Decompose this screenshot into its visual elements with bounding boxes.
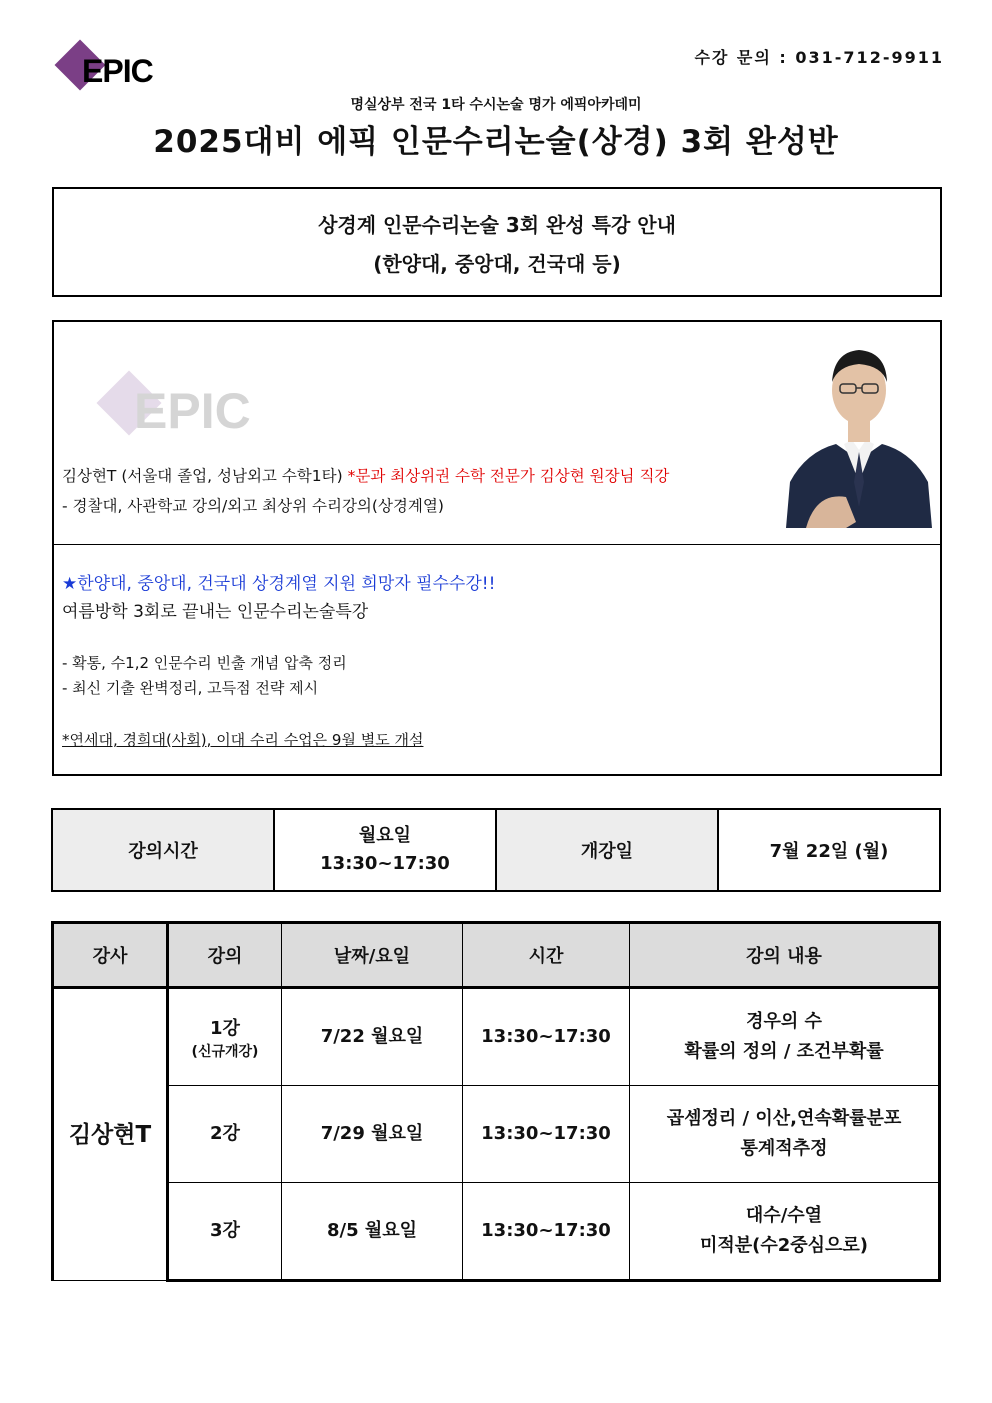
notice-line1: 상경계 인문수리논술 3회 완성 특강 안내 (318, 213, 676, 237)
schedule-table (51, 808, 941, 892)
teacher-intro-text: 김상현T (서울대 졸업, 성남외고 수학1타) (62, 467, 348, 485)
content-line: 경우의 수 (746, 1011, 822, 1032)
start-label: 개강일 (496, 809, 718, 891)
teacher-intro (62, 464, 669, 486)
lecture-time: 13:30~17:30 (463, 1183, 630, 1281)
header-date: 날짜/요일 (282, 923, 463, 988)
lecture-time: 13:30~17:30 (463, 1086, 630, 1183)
course-bullet: - 최신 기출 완벽정리, 고득점 전략 제시 (62, 679, 319, 697)
table-row (53, 1086, 940, 1183)
time-label: 강의시간 (52, 809, 274, 891)
lecture-content (630, 988, 940, 1086)
header-content: 강의 내용 (630, 923, 940, 988)
lecture-date: 8/5 월요일 (282, 1183, 463, 1281)
content-line: 통계적추정 (740, 1138, 828, 1159)
contact-info: 수강 문의 : 031-712-9911 (694, 48, 944, 67)
lecture-date: 7/29 월요일 (282, 1086, 463, 1183)
watermark-text: EPIC (134, 383, 251, 439)
notice-line2: (한양대, 중앙대, 건국대 등) (373, 252, 621, 276)
teacher-intro-highlight: *문과 최상위권 수학 전문가 김상현 원장님 직강 (347, 467, 670, 485)
table-row (53, 988, 940, 1086)
logo-text: EPIC (82, 53, 153, 89)
content-line: 대수/수열 (745, 1205, 823, 1226)
notice-box (52, 187, 942, 297)
page-title: 2025대비 에픽 인문수리논술(상경) 3회 완성반 (153, 124, 839, 160)
lecture-date: 7/22 월요일 (282, 988, 463, 1086)
table-row (53, 1183, 940, 1281)
teacher-career: - 경찰대, 사관학교 강의/외고 최상위 수리강의(상경계열) (62, 497, 444, 515)
content-line: 확률의 정의 / 조건부확률 (684, 1041, 884, 1062)
lecture-label: 1강 (210, 1018, 240, 1039)
course-section (54, 545, 940, 774)
lecture-content (630, 1086, 940, 1183)
teacher-section (54, 322, 940, 545)
teacher-photo (786, 332, 932, 528)
time-value (274, 809, 496, 891)
lecture-content (630, 1183, 940, 1281)
lecture-number (168, 988, 282, 1086)
course-highlight: ★한양대, 중앙대, 건국대 상경계열 지원 희망자 필수수강!! (62, 574, 496, 594)
time-hours: 13:30~17:30 (320, 853, 450, 874)
time-day: 월요일 (358, 825, 412, 846)
header-lecture: 강의 (168, 923, 282, 988)
lecture-number: 2강 (168, 1086, 282, 1183)
page-subtitle: 명실상부 전국 1타 수시논술 명가 에픽아카데미 (350, 97, 642, 113)
lecture-time: 13:30~17:30 (463, 988, 630, 1086)
course-note: *연세대, 경희대(사회), 이대 수리 수업은 9월 별도 개설 (62, 731, 424, 749)
course-bullet: - 확통, 수1,2 인문수리 빈출 개념 압축 정리 (62, 654, 347, 672)
lecture-table (51, 921, 941, 1282)
info-box (52, 320, 942, 776)
content-line: 미적분(수2중심으로) (699, 1235, 869, 1256)
header-teacher: 강사 (53, 923, 168, 988)
header-time: 시간 (463, 923, 630, 988)
lecture-note: (신규개강) (191, 1044, 259, 1060)
start-value: 7월 22일 (월) (718, 809, 940, 891)
lecture-number: 3강 (168, 1183, 282, 1281)
epic-watermark (96, 374, 276, 444)
teacher-name: 김상현T (53, 988, 168, 1281)
content-line: 곱셈정리 / 이산,연속확률분포 (666, 1108, 902, 1129)
course-summary: 여름방학 3회로 끝내는 인문수리논술특강 (62, 602, 369, 622)
epic-logo (54, 43, 174, 99)
